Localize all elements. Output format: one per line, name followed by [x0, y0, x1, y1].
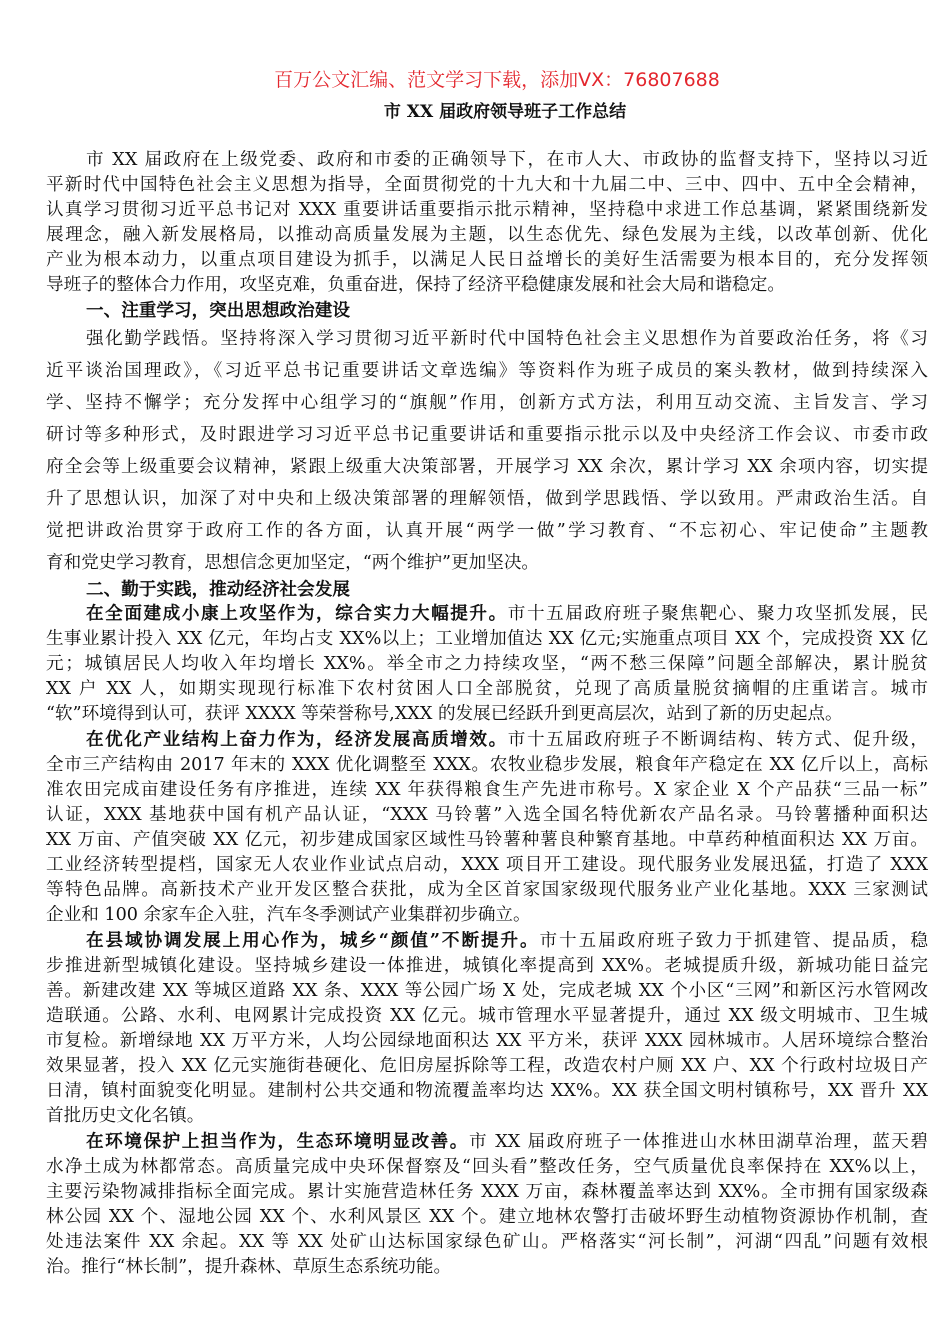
- document-body: [46, 148, 928, 1280]
- text-line: [46, 1255, 928, 1280]
- line-text: 市十五届政府班子致力于抓建管、提品质，稳: [539, 930, 928, 951]
- line-text: 导班子的整体合力作用，攻坚克难，负重奋进，保持了经济平稳健康发展和社会大局和谐稳定。: [46, 274, 785, 295]
- text-line: [46, 928, 928, 954]
- line-text: 升了思想认识，加深了对中央和上级决策部署的理解领悟，做到学思践悟、学以致用。严肃政治生活。自: [46, 488, 928, 509]
- text-line: [46, 223, 928, 248]
- line-text: 善。新建改建 XX 等城区道路 XX 条、XXX 等公园广场 X 处，完成老城 XX 个小区“三网”和新区污水管网改: [46, 980, 928, 1001]
- text-line: [46, 1054, 928, 1079]
- text-line: [46, 248, 928, 273]
- text-line: [46, 702, 928, 727]
- line-text: 治。推行“林长制”，提升森林、草原生态系统功能。: [46, 1256, 452, 1277]
- line-text: 展理念，融入新发展格局，以推动高质量发展为主题，以生态优先、绿色发展为主线，以改革创新、优化: [46, 224, 928, 245]
- line-text: 市十五届政府班子不断调结构、转方式、促升级，: [507, 729, 928, 750]
- paragraph: [46, 323, 928, 579]
- text-line: [46, 1079, 928, 1104]
- text-line: [46, 273, 928, 298]
- text-line: [46, 778, 928, 803]
- section-heading: 一、注重学习，突出思想政治建设: [86, 299, 350, 321]
- text-line: [46, 652, 928, 677]
- line-text: 日清，镇村面貌变化明显。建制村公共交通和物流覆盖率均达 XX%。XX 获全国文明村镇称号，XX 晋升 XX: [46, 1080, 928, 1101]
- text-line: [46, 878, 928, 903]
- line-text: 企业和 100 余家车企入驻，汽车冬季测试产业集群初步确立。: [46, 904, 531, 925]
- section-heading: 二、勤于实践，推动经济社会发展: [86, 578, 350, 600]
- line-text: 主要污染物减排指标全面完成。累计实施营造林任务 XXX 万亩，森林覆盖率达到 XX%。全市拥有国家级森: [46, 1181, 928, 1202]
- line-text: 觉把讲政治贯穿于政府工作的各方面，认真开展“两学一做”学习教育、“不忘初心、牢记使命”主题教: [46, 520, 928, 541]
- text-line: [46, 387, 928, 419]
- text-line: [46, 753, 928, 778]
- line-text: 准农田完成亩建设任务有序推进，连续 XX 年获得粮食生产先进市称号。X 家企业 X 个产品获“三品一标”: [46, 779, 928, 800]
- line-text: 步推进新型城镇化建设。坚持城乡建设一体推进，城镇化率提高到 XX%。老城提质升级，新城功能日益完: [46, 955, 928, 976]
- text-line: [46, 1004, 928, 1029]
- text-line: [46, 1129, 928, 1155]
- line-text: 府全会等上级重要会议精神，紧跟上级重大决策部署，开展学习 XX 余次，累计学习 XX 余项内容，切实提: [46, 456, 928, 477]
- text-line: [46, 601, 928, 627]
- line-text: XX 万亩、产值突破 XX 亿元，初步建成国家区域性马铃薯种薯良种繁育基地。中草药种植面积达 XX 万亩。: [46, 829, 928, 850]
- line-text: 等特色品牌。高新技术产业开发区整合获批，成为全区首家国家级现代服务业产业化基地。XXX 三家测试: [46, 879, 928, 900]
- line-text: 研讨等多种形式，及时跟进学习习近平总书记重要讲话和重要指示批示以及中央经济工作会议、市委市政: [46, 424, 928, 445]
- line-text: 首批历史文化名镇。: [46, 1105, 205, 1126]
- paragraph-lead: 在优化产业结构上奋力作为，经济发展高质增效。: [86, 728, 508, 750]
- text-line: [46, 323, 928, 355]
- text-line: [46, 954, 928, 979]
- line-text: 水净土成为林都常态。高质量完成中央环保督察及“回头看”整改任务，空气质量优良率保持在 XX%以上，: [46, 1156, 928, 1177]
- line-text: 育和党史学习教育，思想信念更加坚定，“两个维护”更加坚决。: [46, 552, 540, 573]
- text-line: [46, 627, 928, 652]
- text-line: [46, 515, 928, 547]
- text-line: [46, 853, 928, 878]
- paragraph: [46, 1129, 928, 1280]
- text-line: [46, 727, 928, 753]
- line-text: 认真学习贯彻习近平总书记对 XXX 重要讲话重要指示批示精神，坚持稳中求进工作总基调，紧紧围绕新发: [46, 199, 928, 220]
- line-text: 工业经济转型提档，国家无人农业作业试点启动，XXX 项目开工建设。现代服务业发展迅猛，打造了 XXX: [46, 854, 928, 875]
- watermark-banner: 百万公文汇编、范文学习下载，添加VX：76807688: [274, 69, 720, 91]
- text-line: [46, 1230, 928, 1255]
- line-text: 生事业累计投入 XX 亿元，年均占支 XX%以上；工业增加值达 XX 亿元;实施重点项目 XX 个，完成投资 XX 亿: [46, 628, 928, 649]
- paragraph-lead: 在县域协调发展上用心作为，城乡“颜值”不断提升。: [86, 929, 540, 951]
- text-line: [46, 451, 928, 483]
- text-line: [46, 148, 928, 173]
- line-text: 市 XX 届政府在上级党委、政府和市委的正确领导下，在市人大、市政协的监督支持下，坚持以习近: [86, 149, 928, 170]
- line-text: 全市三产结构由 2017 年末的 XXX 优化调整至 XXX。农牧业稳步发展，粮食年产稳定在 XX 亿斤以上，高标: [46, 754, 928, 775]
- text-line: [46, 828, 928, 853]
- line-text: 强化勤学践悟。坚持将深入学习贯彻习近平新时代中国特色社会主义思想作为首要政治任务，将《习: [86, 328, 928, 349]
- text-line: [46, 979, 928, 1004]
- text-line: [46, 355, 928, 387]
- line-text: 造联通。公路、水利、电网累计完成投资 XX 亿元。城市管理水平显著提升，通过 XX 级文明城市、卫生城: [46, 1005, 928, 1026]
- line-text: 市 XX 届政府班子一体推进山水林田湖草治理，蓝天碧: [468, 1131, 928, 1152]
- line-text: 产业为根本动力，以重点项目建设为抓手，以满足人民日益增长的美好生活需要为根本目的，充分发挥领: [46, 249, 928, 270]
- section-heading-block: [46, 579, 928, 601]
- text-line: [46, 483, 928, 515]
- document-title: 市 XX 届政府领导班子工作总结: [383, 102, 627, 122]
- section-heading-block: [46, 298, 928, 323]
- line-text: 近平谈治国理政》，《习近平总书记重要讲话文章选编》等资料作为班子成员的案头教材，做到持续深入: [46, 360, 928, 381]
- paragraph: [46, 148, 928, 298]
- line-text: 元；城镇居民人均收入年均增长 XX%。举全市之力持续攻坚，“两不愁三保障”问题全部解决，累计脱贫: [46, 653, 928, 674]
- line-text: 认证，XXX 基地获中国有机产品认证，“XXX 马铃薯”入选全国名特优新农产品名录。马铃薯播种面积达: [46, 804, 928, 825]
- paragraph-lead: 在环境保护上担当作为，生态环境明显改善。: [86, 1130, 469, 1152]
- line-text: 平新时代中国特色社会主义思想为指导，全面贯彻党的十九大和十九届二中、三中、四中、五中全会精神，: [46, 174, 928, 195]
- text-line: [46, 419, 928, 451]
- paragraph-lead: 在全面建成小康上攻坚作为，综合实力大幅提升。: [86, 602, 508, 624]
- line-text: 效果显著，投入 XX 亿元实施街巷硬化、危旧房屋拆除等工程，改造农村户厕 XX 户、XX 个行政村垃圾日产: [46, 1055, 928, 1076]
- text-line: [46, 198, 928, 223]
- line-text: 林公园 XX 个、湿地公园 XX 个、水利风景区 XX 个。建立地林农警打击破坏野生动植物资源协作机制，查: [46, 1206, 928, 1227]
- line-text: XX 户 XX 人，如期实现现行标准下农村贫困人口全部脱贫，兑现了高质量脱贫摘帽的庄重诺言。城市: [46, 678, 928, 699]
- paragraph: [46, 601, 928, 727]
- paragraph: [46, 928, 928, 1129]
- text-line: [46, 547, 928, 579]
- text-line: [46, 677, 928, 702]
- text-line: [46, 903, 928, 928]
- text-line: [46, 173, 928, 198]
- text-line: [46, 803, 928, 828]
- text-line: [46, 1104, 928, 1129]
- text-line: [46, 1180, 928, 1205]
- line-text: “软”环境得到认可，获评 XXXX 等荣誉称号,XXX 的发展已经跃升到更高层次，站到了新的历史起点。: [46, 703, 843, 724]
- text-line: [46, 1155, 928, 1180]
- line-text: 市十五届政府班子聚焦靶心、聚力攻坚抓发展，民: [507, 603, 928, 624]
- line-text: 市复检。新增绿地 XX 万平方米，人均公园绿地面积达 XX 平方米，获评 XXX 园林城市。人居环境综合整治: [46, 1030, 928, 1051]
- line-text: 处违法案件 XX 余起。XX 等 XX 处矿山达标国家绿色矿山。严格落实“河长制”，河湖“四乱”问题有效根: [46, 1231, 928, 1252]
- text-line: [46, 1205, 928, 1230]
- paragraph: [46, 727, 928, 928]
- text-line: [46, 1029, 928, 1054]
- line-text: 学、坚持不懈学；充分发挥中心组学习的“旗舰”作用，创新方式方法，利用互动交流、主旨发言、学习: [46, 392, 928, 413]
